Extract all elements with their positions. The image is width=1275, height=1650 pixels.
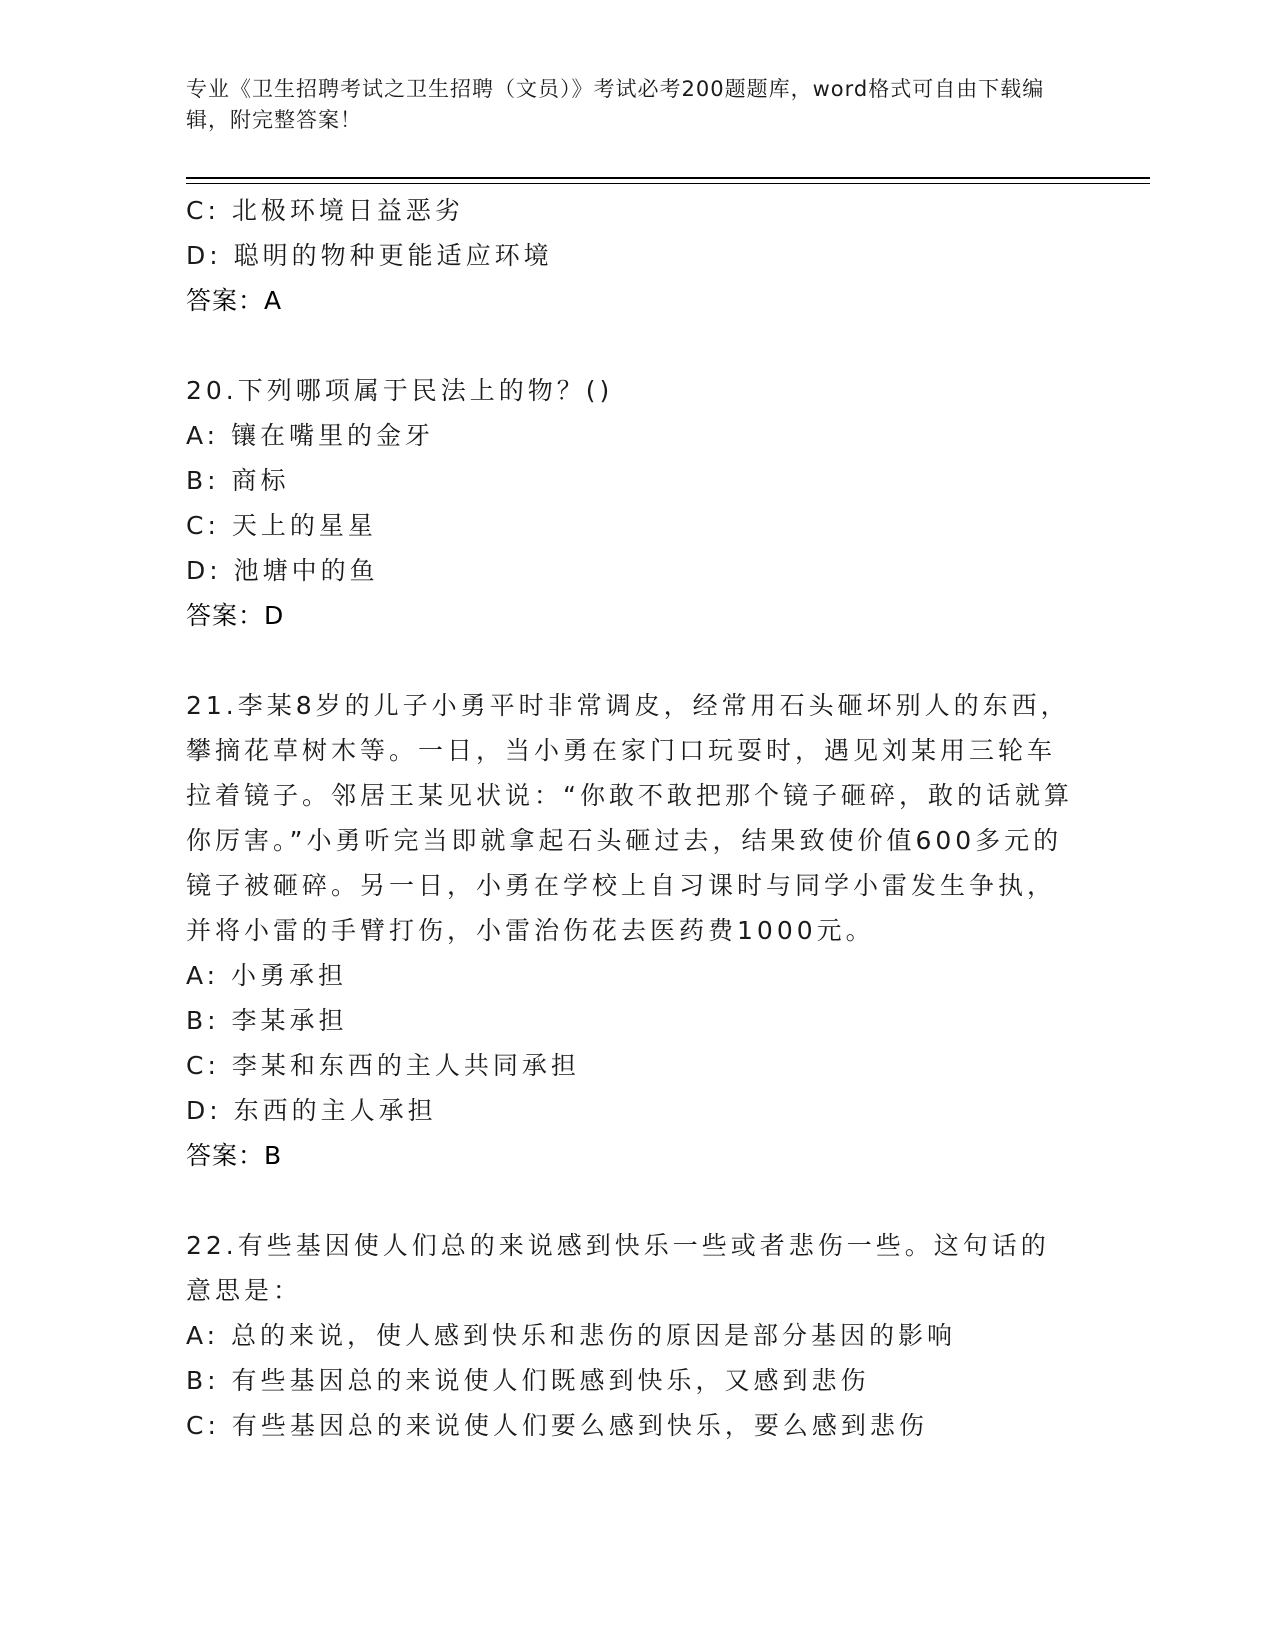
q19-answer: 答案：A bbox=[186, 286, 283, 315]
q22-stem: 22.有些基因使人们总的来说感到快乐一些或者悲伤一些。这句话的意思是： bbox=[186, 1231, 1050, 1305]
q19-option-c: C: 北极环境日益恶劣 bbox=[186, 196, 464, 225]
spacer bbox=[186, 323, 1076, 368]
question-content bbox=[186, 188, 1076, 1448]
q22-option-c: C: 有些基因总的来说使人们要么感到快乐，要么感到悲伤 bbox=[186, 1411, 928, 1440]
q21-option-b: B: 李某承担 bbox=[186, 1006, 348, 1035]
q21-stem: 21.李某8岁的儿子小勇平时非常调皮，经常用石头砸坏别人的东西，攀摘花草树木等。一日，当小勇在家门口玩耍时，遇见刘某用三轮车拉着镜子。邻居王某见状说：“你敢不敢把那个镜子砸碎，敢的话就算你厉害。”小勇听完当即就拿起石头砸过去，结果致使价值600多元的镜子被砸碎。另一日，小勇在学校上自习课时与同学小雷发生争执，并将小雷的手臂打伤，小雷治伤花去医药费1000元。 bbox=[186, 691, 1073, 945]
header-rule-thin bbox=[186, 183, 1150, 184]
q20-answer: 答案：D bbox=[186, 601, 285, 630]
q21-option-c: C: 李某和东西的主人共同承担 bbox=[186, 1051, 580, 1080]
q19-option-d: D: 聪明的物种更能适应环境 bbox=[186, 241, 553, 270]
spacer bbox=[186, 1178, 1076, 1223]
q20-option-d: D: 池塘中的鱼 bbox=[186, 556, 379, 585]
q20-stem: 20.下列哪项属于民法上的物？() bbox=[186, 376, 614, 405]
q20-option-c: C: 天上的星星 bbox=[186, 511, 377, 540]
q22-option-b: B: 有些基因总的来说使人们既感到快乐，又感到悲伤 bbox=[186, 1366, 870, 1395]
q20-option-a: A: 镶在嘴里的金牙 bbox=[186, 421, 435, 450]
header-rule-thick bbox=[186, 177, 1150, 179]
q22-option-a: A: 总的来说，使人感到快乐和悲伤的原因是部分基因的影响 bbox=[186, 1321, 957, 1350]
spacer bbox=[186, 638, 1076, 683]
q21-option-a: A: 小勇承担 bbox=[186, 961, 348, 990]
q20-option-b: B: 商标 bbox=[186, 466, 290, 495]
q21-option-d: D: 东西的主人承担 bbox=[186, 1096, 437, 1125]
document-header: 专业《卫生招聘考试之卫生招聘（文员）》考试必考200题题库，word格式可自由下载编辑，附完整答案！ bbox=[186, 77, 1045, 132]
q21-answer: 答案：B bbox=[186, 1141, 283, 1170]
